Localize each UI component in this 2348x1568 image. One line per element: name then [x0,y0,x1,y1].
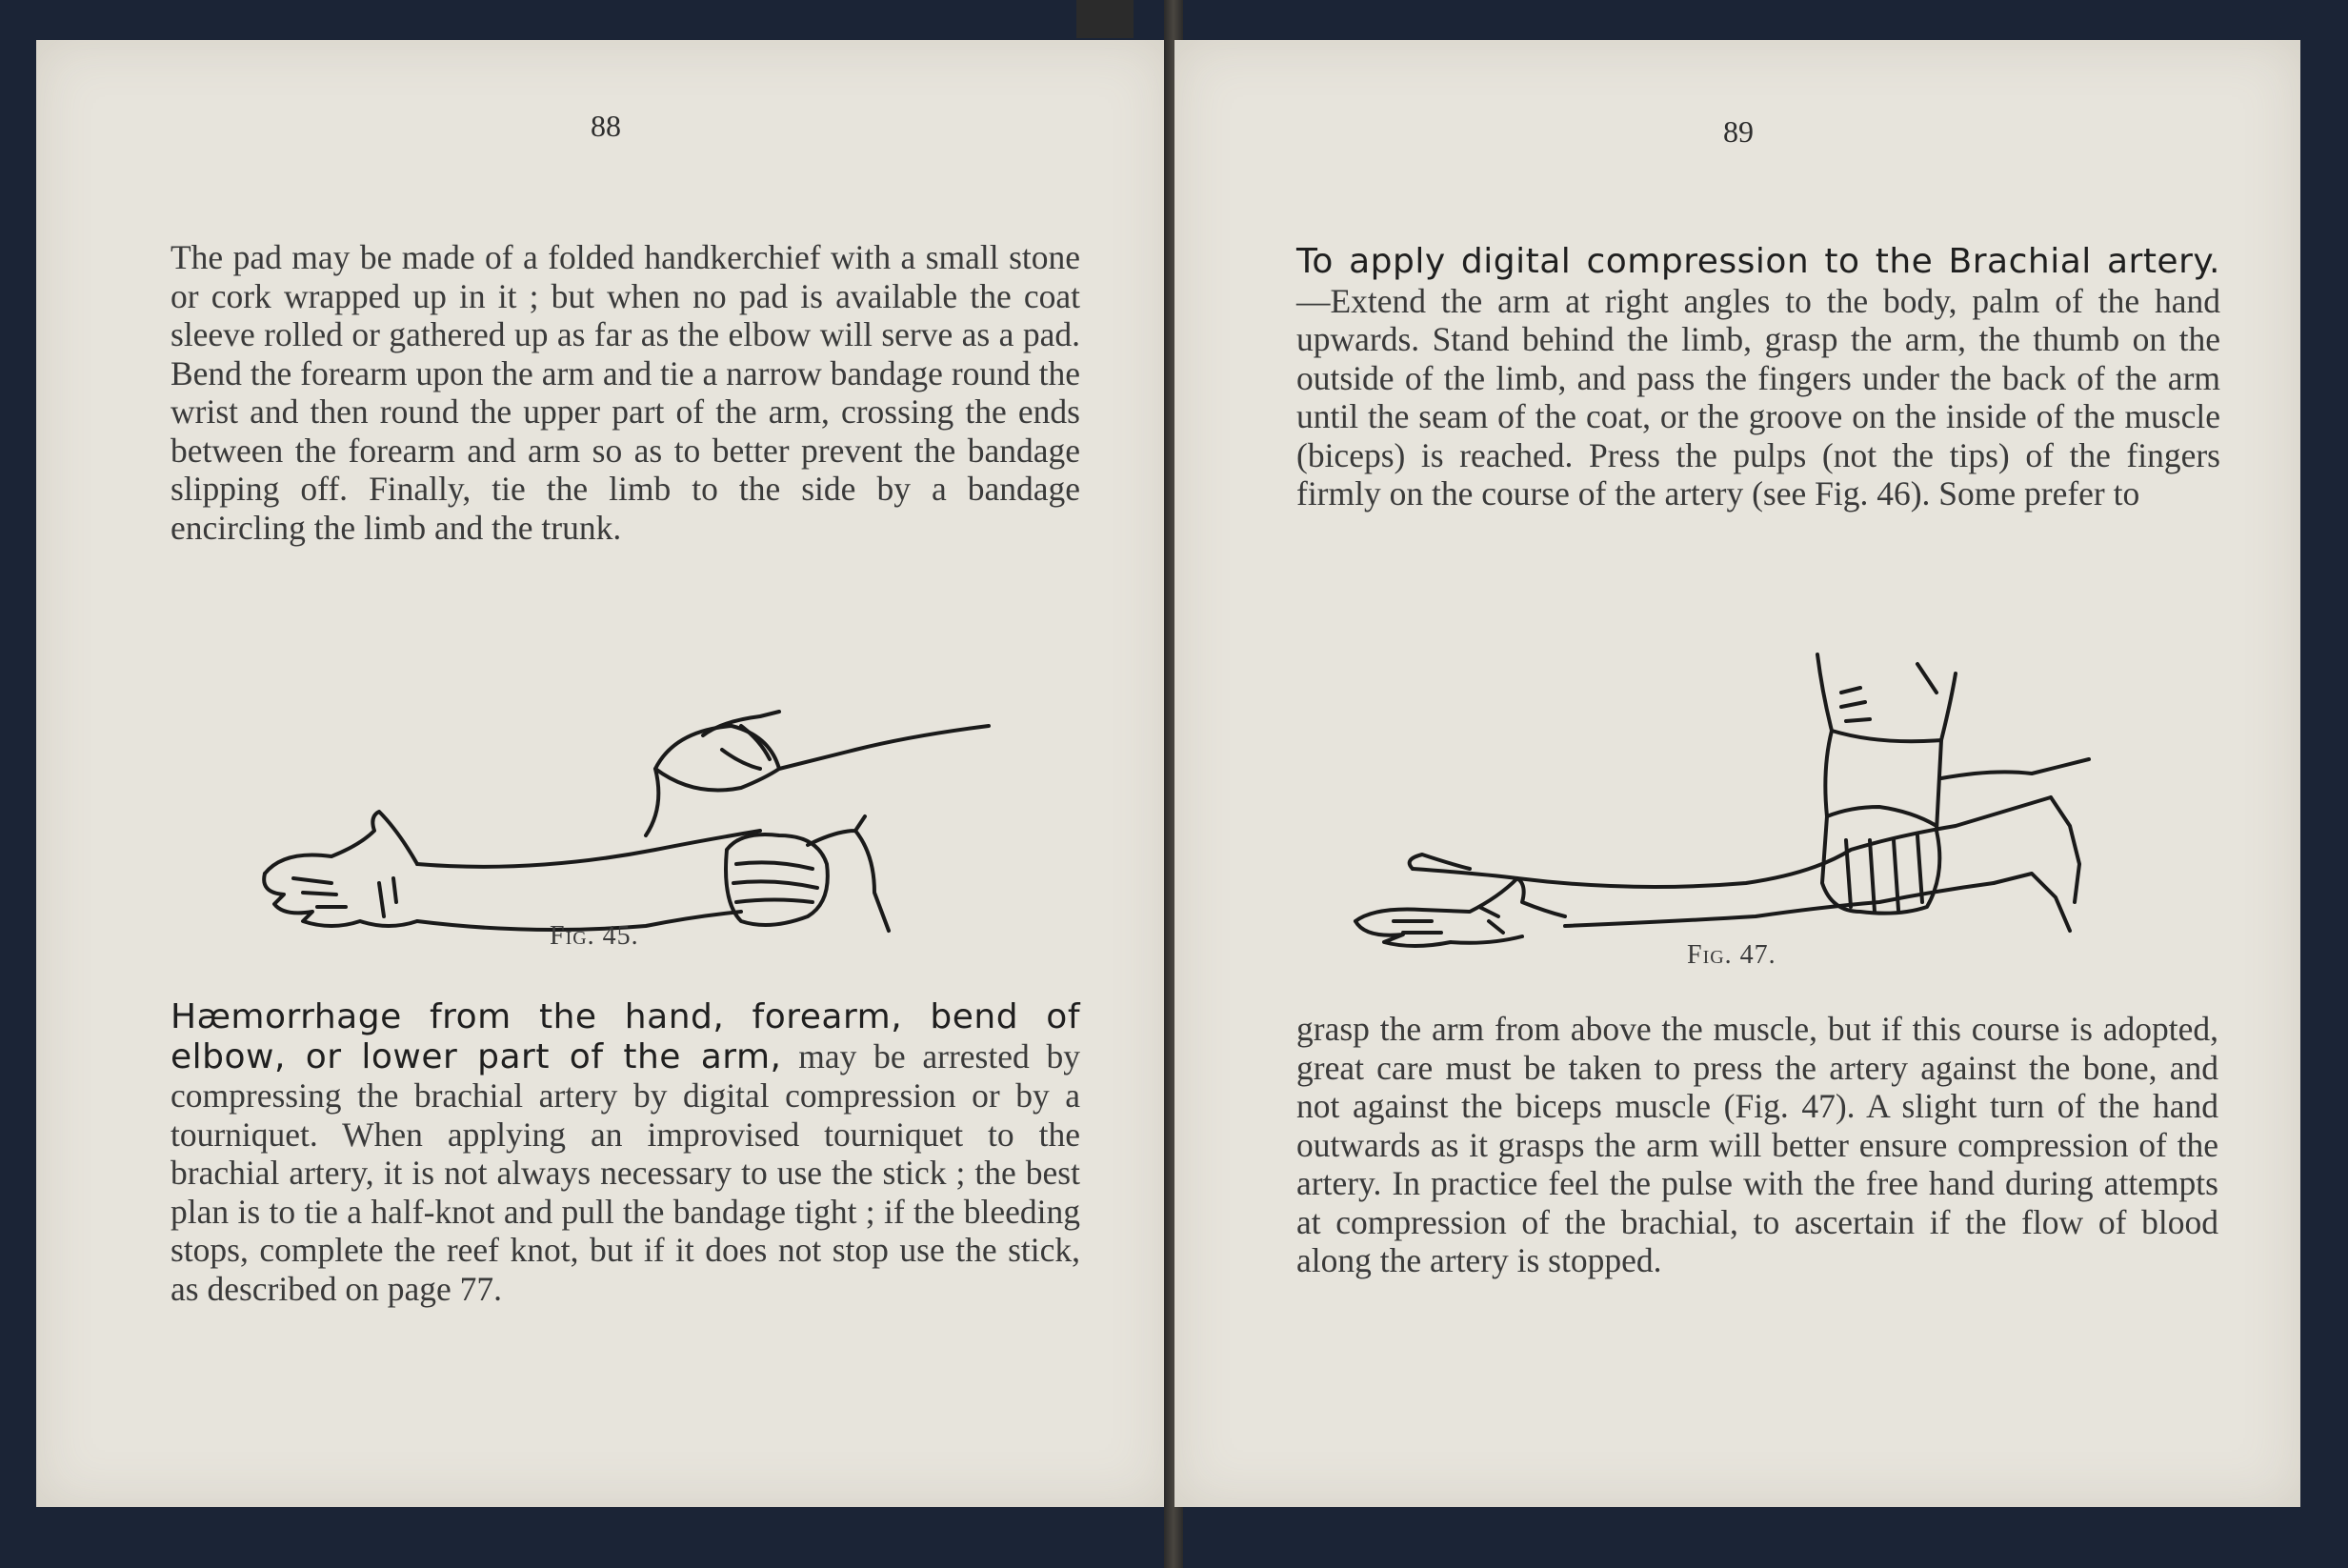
arm-bandage-illustration [246,645,1008,959]
figure-caption: Fig. 47. [1687,940,1776,970]
section-heading: To apply digital compression to the Brachial artery. [1296,242,2220,281]
book-spine-top [1076,0,1134,38]
page-number: 88 [591,109,621,143]
section-heading: Hæmorrhage from the hand, forearm, bend of elbow, or lower part of the arm, [171,997,1080,1076]
left-page [36,40,1168,1507]
page-number: 89 [1723,114,1754,149]
right-page [1174,40,2300,1507]
paragraph: grasp the arm from above the muscle, but if this course is adopted, great care must be taken to press the artery against the bone, and not against the biceps muscle (Fig. 47). A slight turn of the hand outwards as it grasps the arm will better ensure compression of the artery. In practice feel the pulse with the free hand during attempts at compression of the brachial, to ascertain if the flow of blood along the artery is stopped. [1296,1010,2218,1279]
paragraph: The pad may be made of a folded handkerchief with a small stone or cork wrapped up in it ; but when no pad is available the coat sleeve rolled or gathered up as far as the elbow will serve as a pad. Bend the forearm upon the arm and tie a narrow bandage round the wrist and then round the upper part of the arm, crossing the ends between the forearm and arm so as to better prevent the bandage slipping off. Finally, tie the limb to the side by a bandage encircling the limb and the trunk. [171,238,1080,547]
section-block [171,997,1080,1308]
section-block [1296,242,2220,513]
paragraph: —Extend the arm at right angles to the body, palm of the hand upwards. Stand behind the limb, grasp the arm, the thumb on the outside of the limb, and pass the fingers under the back of the arm until the seam of the coat, or the groove on the inside of the muscle (biceps) is reached. Press the pulps (not the tips) of the fingers firmly on the course of the artery (see Fig. 46). Some prefer to [1296,281,2220,513]
figure-caption: Fig. 45. [550,921,639,951]
arm-compression-illustration [1346,635,2146,959]
paragraph: may be arrested by compressing the brachial artery by digital compression or by a tourniquet. When applying an improvised tourniquet to the brachial artery, it is not always necessary to use the stick ; the best plan is to tie a half-knot and pull the bandage tight ; if the bleeding stops, complete the reef knot, but if it does not stop use the stick, as described on page 77. [171,1036,1081,1308]
